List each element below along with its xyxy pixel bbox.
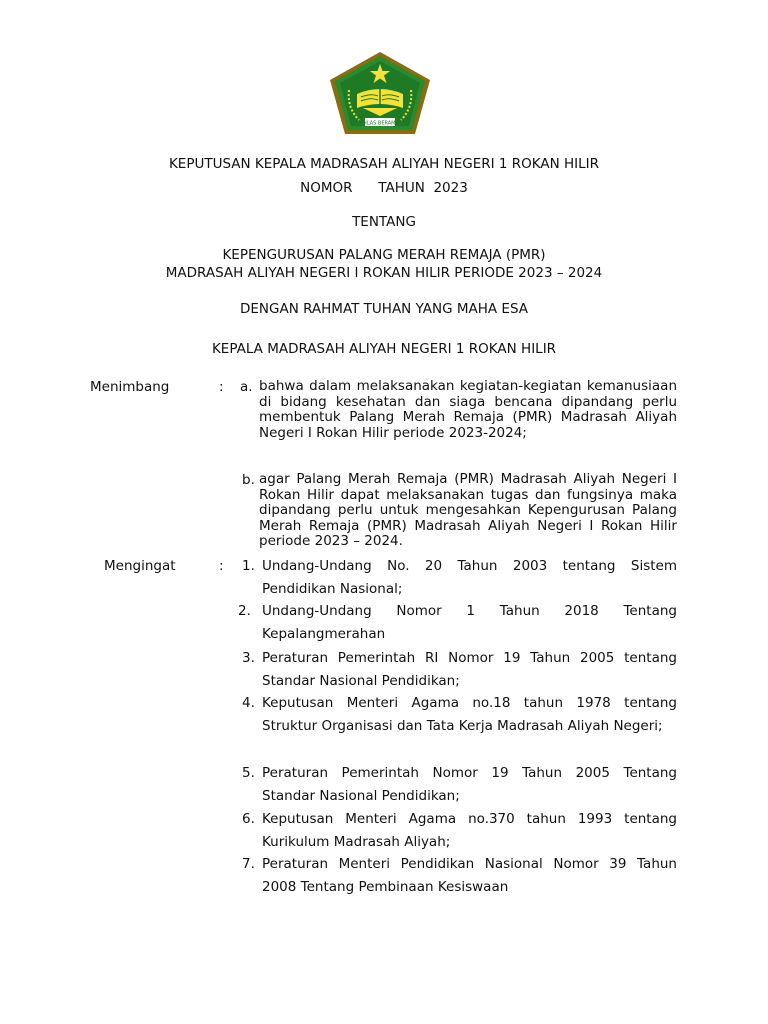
mengingat-item-4: Keputusan Menteri Agama no.18 tahun 1978 tentang Struktur Organisasi dan Tata Kerja Madrasah Aliyah Negeri; (262, 695, 677, 734)
issuer-line: KEPALA MADRASAH ALIYAH NEGERI 1 ROKAN HILIR (211, 341, 557, 357)
mengingat-marker-6: 6. (242, 811, 255, 827)
menimbang-marker-b: b. (242, 472, 255, 488)
decree-title: KEPUTUSAN KEPALA MADRASAH ALIYAH NEGERI 1 ROKAN HILIR (168, 156, 600, 172)
mengingat-item-2: Undang-Undang Nomor 1 Tahun 2018 Tentang Kepalangmerahan (262, 603, 677, 642)
mengingat-item-1: Undang-Undang No. 20 Tahun 2003 tentang Sistem Pendidikan Nasional; (262, 558, 677, 597)
mengingat-marker-2: 2. (238, 603, 251, 619)
mengingat-marker-7: 7. (242, 856, 255, 872)
mengingat-item-5: Peraturan Pemerintah Nomor 19 Tahun 2005 Tentang Standar Nasional Pendidikan; (262, 765, 677, 804)
menimbang-marker-a: a. (240, 379, 253, 395)
mengingat-marker-3: 3. (242, 650, 255, 666)
mengingat-marker-5: 5. (242, 765, 255, 781)
mengingat-item-6: Keputusan Menteri Agama no.370 tahun 1993 tentang Kurikulum Madrasah Aliyah; (262, 811, 677, 850)
mengingat-marker-4: 4. (242, 695, 255, 711)
mengingat-item-3: Peraturan Pemerintah RI Nomor 19 Tahun 2005 tentang Standar Nasional Pendidikan; (262, 650, 677, 689)
menimbang-colon: : (219, 379, 224, 395)
mengingat-item-7: Peraturan Menteri Pendidikan Nasional Nomor 39 Tahun 2008 Tentang Pembinaan Kesiswaan (262, 856, 677, 895)
decree-number-line: NOMOR TAHUN 2023 (300, 180, 468, 196)
menimbang-item-b: agar Palang Merah Remaja (PMR) Madrasah Aliyah Negeri I Rokan Hilir dapat melaksanakan tugas dan fungsinya maka dipandang perlu untuk mengesahkan Kepengurusan Palang Merah Remaja (PMR) Madrasah Aliyah Negeri I Rokan Hilir periode 2023 – 2024. (259, 471, 677, 549)
subject-line-2: MADRASAH ALIYAH NEGERI I ROKAN HILIR PERIODE 2023 – 2024 (165, 265, 603, 281)
mengingat-label: Mengingat (104, 558, 176, 574)
about-heading: TENTANG (352, 214, 416, 230)
mengingat-marker-1: 1. (242, 558, 255, 574)
mengingat-colon: : (219, 558, 224, 574)
blessing-line: DENGAN RAHMAT TUHAN YANG MAHA ESA (239, 301, 529, 317)
menimbang-label: Menimbang (90, 379, 170, 395)
menimbang-item-a: bahwa dalam melaksanakan kegiatan-kegiatan kemanusiaan di bidang kesehatan dan siaga bencana dipandang perlu membentuk Palang Merah Remaja (PMR) Madrasah Aliyah Negeri I Rokan Hilir periode 2023-2024; (259, 378, 677, 441)
svg-text:IKHLAS BERAMAL: IKHLAS BERAMAL (358, 120, 402, 127)
ministry-logo (327, 50, 433, 136)
subject-line-1: KEPENGURUSAN PALANG MERAH REMAJA (PMR) (222, 247, 546, 263)
